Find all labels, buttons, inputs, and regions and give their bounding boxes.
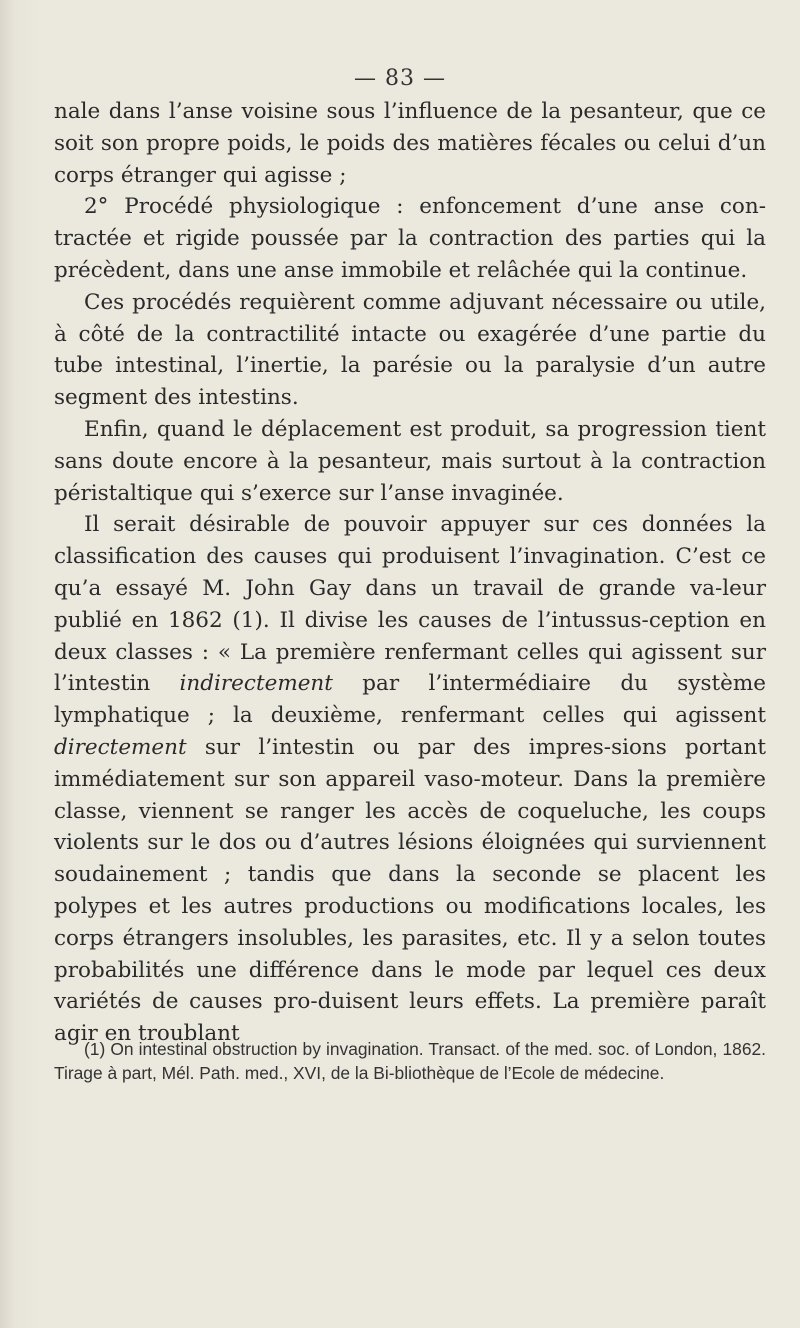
emphasis-directement: directement (54, 734, 187, 760)
paragraph-2-text: 2° Procédé physiologique : enfoncement d’une anse con-tractée et rigide poussée par la contraction des parties qui la précèdent, dans une anse immobile et relâchée qui la continue. (54, 194, 766, 283)
footnote-1: (1) On intestinal obstruction by invagination. Transact. of the med. soc. of London, 1862. Tirage à part, Mél. Path. med., XVI, de la Bi-bliothèque de l’Ecole de médecine. (54, 1039, 766, 1083)
paragraph-1-text: nale dans l’anse voisine sous l’influence de la pesanteur, que ce soit son propre poids, le poids des matières fécales ou celui d’un corps étranger qui agisse ; (54, 99, 766, 188)
paragraph-4-text: Enfin, quand le déplacement est produit, sa progression tient sans doute encore à la pesanteur, mais surtout à la contraction péristaltique qui s’exerce sur l’anse invaginée. (54, 416, 766, 506)
paragraph-2 (54, 191, 766, 286)
paragraph-4 (54, 414, 766, 509)
paragraph-3 (54, 287, 766, 414)
footnotes (54, 1037, 766, 1085)
paragraph-5-text-c: sur l’intestin ou par des impres-sions portant immédiatement sur son appareil vaso-moteur. Dans la première classe, viennent se ranger les accès de coqueluche, les coups violents sur le dos ou d’autres lésions éloignées qui surviennent soudainement ; tandis que dans la seconde se placent les polypes et les autres productions ou modifications locales, les corps étrangers insolubles, les parasites, etc. Il y a selon toutes probabilités une différence dans le mode par lequel ces deux variétés de causes pro-duisent leurs effets. La première paraît agir en troublant (54, 734, 766, 1047)
paragraph-5-text-a: Il serait désirable de pouvoir appuyer sur ces données la classification des causes qui produisent l’invagination. C’est ce qu’a essayé M. John Gay dans un travail de grande va-leur publié en 1862 (1). Il divise les causes de l’intussus-ception en deux classes : « La première renfermant celles qui agissent sur l’intestin (54, 512, 766, 697)
paragraph-3-text: Ces procédés requièrent comme adjuvant nécessaire ou utile, à côté de la contractilité intacte ou exagérée d’une partie du tube intestinal, l’inertie, la parésie ou la paralysie d’un autre segment des intestins. (54, 289, 766, 411)
paragraph-1 (54, 96, 766, 191)
paragraph-5-text-b: par l’intermédiaire du système lymphatique ; la deuxième, renfermant celles qui agissent (54, 671, 766, 729)
emphasis-indirectement: indirectement (179, 671, 333, 697)
paragraph-5 (54, 509, 766, 1050)
main-text (54, 96, 766, 1050)
page-number: — 83 — (354, 66, 446, 91)
